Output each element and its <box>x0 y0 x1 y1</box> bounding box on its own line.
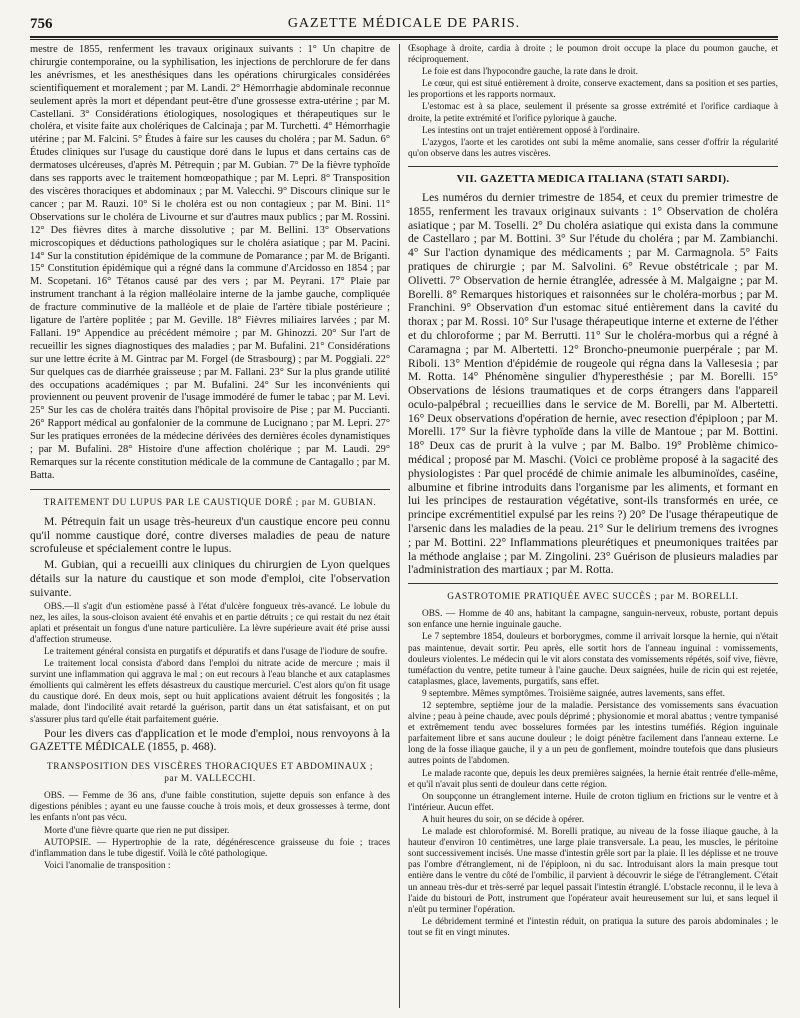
article-list-paragraph: Les numéros du dernier trimestre de 1854, et ceux du premier trimestre de 1855, renferment les travaux originaux suivants : 1° Observation de choléra asiatique ; par M. Toselli. 2° Du choléra asiatique qui exista dans la commune de Castellaro ; par M. Bottini. 3° Sur l'étude du choléra ; par M. Zambianchi. 4° Sur l'action dynamique des médicaments ; par M. Carmagnola. 5° Faits pratiques de chirurgie ; par M. Salvolini. 6° Revue obstétricale ; par M. Olivetti. 7° Observation de hernie étranglée, adressée à M. Malgaigne ; par M. Borelli. 8° Remarques historiques et raisonnées sur le choléra-morbus ; par M. Franchini. 9° Observation d'un estomac situé entièrement dans la cavité du thorax ; par M. Rossi. 10° Sur l'usage thérapeutique interne et externe de l'éther et du chloroforme ; par M. Berrutti. 11° Sur le choléra-morbus qui a régné à Caramagna ; par M. Albertetti. 12° Broncho-pneumonie puerpérale ; par M. Riboli. 13° Mention d'épidémie de rougeole qui régna dans la Vallesesia ; par M. Rotta. 14° Phénomène singulier d'hyperesthésie ; par M. Borelli. 15° Observations de lésions traumatiques et de corps étrangers dans l'appareil oculo-palpébral ; recueillies dans le service de M. Borelli, par M. Albertetti. 16° Deux observations d'opération de hernie, avec resection d'épiploon ; par M. Morelli. 17° Sur la fièvre typhoïde dans la ville de Mantoue ; par M. Bottini. 18° Deux cas de prurit à la vulve ; par M. Balbo. 19° Problème chimico-médical ; proposé par M. Maschi. (Voici ce problème proposé à la sagacité des physiologistes : Par quel procédé de chimie animale les albuminoïdes, caséine, albumine et fibrine introduits dans l'organisme par les aliments, et formant en lui les principes de restauration végétative, sont-ils transformés en urée, ce principe excrémentitiel expulsé par les reins ?) 20° De l'usage thérapeutique de l'arsenic dans les maladies de la peau. 21° Sur le delirium tremens des ivrognes ; par M. Bottini. 22° Inflammations pleurétiques et pneumoniques traitées par la méthode anglaise ; par M. Zingolini. 23° Guérison de plusieurs maladies par l'administration des martiaux ; par M. Rotta. <box>408 190 778 577</box>
observation-paragraph: 9 septembre. Mêmes symptômes. Troisième saignée, autres lavements, sans effet. <box>422 688 725 699</box>
observation-paragraph: Le malade est chloroformisé. M. Borelli pratique, au niveau de la fosse iliaque gauche, à la hauteur d'environ 10 centimètres, une large plaie transversale. La peau, les muscles, le péritoine sont successivement incisés. Une masse d'intestin grêle sort par la plaie. Il les déplisse et ne trouve pas l'ombre d'étranglement, ni de l'épiploon, ni du sac. Introduisant alors la main presque tout entière dans le ventre du côté de l'ombilic, il parvient à découvrir le siége de l'étranglement. C'était un anneau très-dur et très-serré par lequel passait l'intestin étranglé. L'obstacle reconnu, il le leva à l'aide du bistouri de Pott, instrument que l'opérateur avait heureusement sur lui, et sans lequel il n'eût pu terminer l'opération. <box>408 827 778 915</box>
observation-paragraph: AUTOPSIE. — Hypertrophie de la rate, dégénérescence graisseuse du foie ; traces d'inflammation dans le tube digestif. Voilà le côté pathologique. <box>30 837 390 859</box>
section-heading-transposition: TRANSPOSITION DES VISCÈRES THORACIQUES ET ABDOMINAUX ; <box>46 762 374 773</box>
observation-paragraph: Le débridement terminé et l'intestin réduit, on pratiqua la suture des parois abdominales ; le tout se fit en vingt minutes. <box>408 916 778 938</box>
observation-paragraph: Le 7 septembre 1854, douleurs et borborygmes, comme il arrivait lorsque la hernie, qui n'était pas maintenue, devait sortir. Peu après, elle sortit hors de l'anneau inguinal : vomissements, douleurs violentes. Le médecin qui le vit alors constata des vomissements répétés, soif vive, fièvre, tuméfaction du ventre, petite tumeur à l'aine gauche. Deux saignées, huile de ricin qui est rejetée, cataplasmes, glace, lavements, purgatifs, sans effet. <box>408 632 778 687</box>
journal-title: GAZETTE MÉDICALE DE PARIS. <box>287 16 521 31</box>
observation-paragraph: Le malade raconte que, depuis les deux premières saignées, la hernie était rentrée d'elle-même, et qu'il n'avait plus senti de douleur dans cette région. <box>408 768 778 790</box>
right-column <box>408 44 778 1008</box>
observation-paragraph: L'estomac est à sa place, seulement il présente sa grosse extrémité et l'orifice cardiaque à droite, la petite extrémité et l'orifice pylorique à gauche. <box>408 102 778 124</box>
paragraph: M. Gubian, qui a recueilli aux cliniques du chirurgien de Lyon quelques détails sur la nature du caustique et son mode d'emploi, cite l'observation suivante. <box>30 558 390 599</box>
section-separator <box>408 166 778 167</box>
observation-paragraph: OBS. — Femme de 36 ans, d'une faible constitution, sujette depuis son enfance à des digestions pénibles ; ayant eu une fausse couche à trois mois, et deux grossesses à terme, dont les enfants n'ont pas vécu. <box>30 791 390 824</box>
observation-paragraph: Morte d'une fièvre quarte que rien ne put dissiper. <box>44 825 230 836</box>
header-rule <box>30 39 778 40</box>
section-separator <box>30 489 390 490</box>
column-divider <box>399 44 400 1008</box>
paragraph: M. Pétrequin fait un usage très-heureux d'un caustique encore peu connu qu'il nomme caustique doré, contre diverses maladies de peau de nature scrofuleuse et spécialement contre le lupus. <box>30 514 390 556</box>
observation-paragraph: Œsophage à droite, cardia à droite ; le poumon droit occupe la place du poumon gauche, et réciproquement. <box>408 44 778 66</box>
observation-paragraph: Le cœur, qui est situé entièrement à droite, conserve exactement, dans sa position et ses parties, les proportions et les rapports normaux. <box>408 79 778 101</box>
section-heading-vii: VII. GAZETTA MEDICA ITALIANA (STATI SARDI). <box>456 172 730 185</box>
observation-paragraph: A huit heures du soir, on se décide à opérer. <box>422 814 585 825</box>
observation-paragraph: On soupçonne un étranglement interne. Huile de croton tiglium en frictions sur le ventre et à l'intérieur. Aucun effet. <box>408 791 778 813</box>
section-heading-lupus: TRAITEMENT DU LUPUS PAR LE CAUSTIQUE DORÉ ; par M. GUBIAN. <box>43 497 377 508</box>
observation-paragraph: L'azygos, l'aorte et les carotides ont subi la même anomalie, sans cesser d'offrir la régularité qu'on observe dans les autres viscères. <box>408 137 778 159</box>
article-list-paragraph: mestre de 1855, renferment les travaux originaux suivants : 1° Un chapitre de chirurgie contemporaine, ou la syphilisation, les injections de perchlorure de fer dans les anévrismes, et les anesthésiques dans les opérations chirurgicales considérées scientifiquement et moralement ; par M. Landi. 2° Hémorrhagie abdominale reconnue seulement après la mort et dépendant peut-être d'une grossesse extra-utérine ; par M. Castellani. 3° Considérations étiologiques, nosologiques et thérapeutiques sur le choléra, et visite faite aux cholériques de Calcinaja ; par M. Turchetti. 4° Hémorrhagie utérine ; par M. Falcini. 5° Études à faire sur les causes du choléra ; par M. Sadun. 6° Études cliniques sur l'usage du caustique doré dans le lupus et dans certains cas de dermatoses ulcéreuses, d'après M. Pétrequin ; par M. Gubian. 7° De la fièvre typhoïde dans ses rapports avec le traitement homœopathique ; par M. Lepri. 8° Transposition des viscères thoraciques et abdominaux ; par M. Valecchi. 9° Discours clinique sur le cancer ; par M. Rauzi. 10° Si le choléra est ou non contagieux ; par M. Bini. 11° Observations sur le choléra de Livourne et sur d'autres maux publics ; par M. Rossini. 12° Des fièvres dites à marche dissolutive ; par M. Bellini. 13° Observations microscopiques et déductions pathologiques sur le choléra asiatique ; par M. Pacini. 14° Sur la constitution épidémique de la commune de Pomarance ; par M. de Briganti. 15° Constitution épidémique qui a régné dans la commune d'Arcidosso en 1854 ; par M. Scopetani. 16° Tétanos causé par des vers ; par M. Peyrani. 17° Plaie par instrument tranchant à la région malléolaire interne de la jambe gauche, compliquée de fracture comminutive de la malléole et de plaie de l'artère tibiale postérieure ; ligature de l'artère poplitée ; par M. Geville. 18° Fièvres miliaires larvées ; par M. Fallani. 19° Appendice au précédent mémoire ; par M. Ghinozzi. 20° Sur l'art de recueillir les signes diagnostiques des maladies ; par M. Bufalini. 21° Considérations sur une lettre écrite à M. Gintrac par M. Forgel (de Strasbourg) ; par M. Poggiali. 22° Sur quelques cas de diarrhée graisseuse ; par M. Fallani. 23° Sur la plus grande utilité des occupations académiques ; par M. Bufalini. 24° Sur les inconvénients qui proviennent ou peuvent provenir de l'usage immodéré de fumer le tabac ; par M. Levi. 25° Sur les cas de choléra traités dans l'hôpital provisoire de Pise ; par M. Puccianti. 26° Rapport médical au gonfalonier de la commune de Lucignano ; par M. Lepri. 27° Sur les pratiques erronées de la médecine dérivées des dernières écoles dynamistiques ; par M. Bufalini. 28° Histoire d'une affection cholérique ; par M. Laudi. 29° Remarques sur la récente constitution médicale de la commune de Cantagallo ; par M. Batta. <box>30 44 390 481</box>
section-heading-author: par M. VALLECCHI. <box>164 774 256 785</box>
observation-paragraph: Le traitement général consista en purgatifs et dépuratifs et dans l'usage de l'iodure de soufre. <box>44 646 388 657</box>
paragraph: Pour les divers cas d'application et le mode d'emploi, nous renvoyons à la GAZETTE MÉDICALE (1855, p. 468). <box>30 726 390 754</box>
page-header <box>30 14 778 38</box>
observation-paragraph: Le foie est dans l'hypocondre gauche, la rate dans le droit. <box>422 67 638 78</box>
observation-paragraph: 12 septembre, septième jour de la maladie. Persistance des vomissements sans évacuation alvine ; peau à peine chaude, avec pouls déprimé ; physionomie et moral abattus ; ventre tympanisé et extrêmement tendu avec bosselures formées par les intestins tuméfiés. Région inguinale parfaitement libre et sans aucune douleur ; le doigt pénètre facilement dans l'anneau externe. Le long de la fosse iliaque gauche, il y a un peu de gonflement, moindre toutefois que dans plusieurs autres points de l'abdomen. <box>408 701 778 767</box>
observation-paragraph: Voici l'anomalie de transposition : <box>44 860 171 871</box>
left-column <box>30 44 390 1008</box>
page-number: 756 <box>30 16 53 32</box>
observation-paragraph: Le traitement local consista d'abord dans l'emploi du nitrate acide de mercure ; mais il survint une inflammation qui aggrava le mal ; on eut recours à l'eau blanche et aux cataplasmes émollients qui calmèrent les effets désastreux du caustique mercuriel. C'est alors qu'on fit usage du caustique doré. En deux mois, sept ou huit applications avaient détruit les fongosités ; la malade, dont l'indocilité avait retardé la guérison, partit dans un état satisfaisant, et on put s'assurer plus tard qu'elle était parfaitement guérie. <box>30 659 390 725</box>
observation-paragraph: Les intestins ont un trajet entièrement opposé à l'ordinaire. <box>422 125 640 136</box>
section-heading-gastrotomie: GASTROTOMIE PRATIQUÉE AVEC SUCCÈS ; par M. BORELLI. <box>447 592 739 603</box>
section-separator <box>408 583 778 584</box>
observation-paragraph: OBS.—Il s'agit d'un estiomène passé à l'état d'ulcère fongueux très-avancé. Le lobule du nez, les ailes, la sous-cloison avaient été envahis et en partie détruits ; ce qui restait du nez était aplati et présentait un fongus d'une nature particulière. La lèvre supérieure avait été prise aussi d'affection strumeuse. <box>30 601 390 645</box>
observation-paragraph: OBS. — Homme de 40 ans, habitant la campagne, sanguin-nerveux, robuste, portant depuis son enfance une hernie inguinale gauche. <box>408 609 778 631</box>
